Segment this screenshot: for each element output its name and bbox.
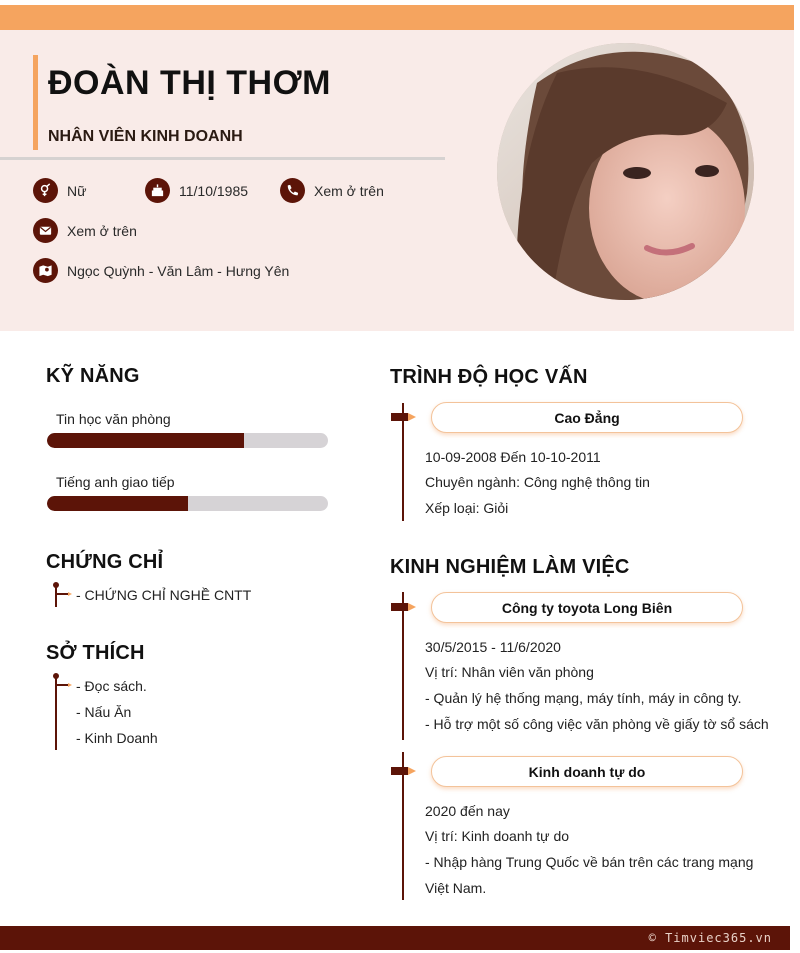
education-title: TRÌNH ĐỘ HỌC VẤN xyxy=(390,366,588,388)
experience-line: 2020 đến nay xyxy=(425,803,510,819)
skill-bar xyxy=(47,496,328,511)
candidate-role: NHÂN VIÊN KINH DOANH xyxy=(48,128,243,145)
address-text: Ngọc Quỳnh - Văn Lâm - Hưng Yên xyxy=(67,262,290,279)
experience-line: Vị trí: Nhân viên văn phòng xyxy=(425,664,594,680)
education-name: Cao Đẳng xyxy=(431,402,743,433)
timeline-tick xyxy=(56,684,68,686)
timeline-marker xyxy=(391,413,415,421)
timeline-line xyxy=(55,585,57,607)
timeline-tick xyxy=(56,593,68,595)
footer-bar xyxy=(0,926,790,950)
experience-line: - Hỗ trợ một số công việc văn phòng về giấy tờ sổ sách xyxy=(425,716,769,732)
education-line: 10-09-2008 Đến 10-10-2011 xyxy=(425,449,601,465)
gender-icon xyxy=(33,178,58,203)
header-divider xyxy=(0,157,445,160)
skill-label: Tiếng anh giao tiếp xyxy=(56,474,175,490)
hobby-item: - Nấu Ăn xyxy=(76,704,132,720)
timeline-marker xyxy=(391,767,415,775)
profile-photo xyxy=(497,43,754,300)
birthday-cake-icon xyxy=(145,178,170,203)
experience-company: Công ty toyota Long Biên xyxy=(431,592,743,623)
email-icon xyxy=(33,218,58,243)
info-birthday xyxy=(145,178,248,203)
hobby-item: - Kinh Doanh xyxy=(76,730,158,746)
certificate-item: - CHỨNG CHỈ NGHỀ CNTT xyxy=(76,587,252,603)
map-pin-icon xyxy=(33,258,58,283)
info-email xyxy=(33,218,137,243)
experience-line: 30/5/2015 - 11/6/2020 xyxy=(425,639,561,655)
phone-icon xyxy=(280,178,305,203)
footer-watermark: © Timviec365.vn xyxy=(648,931,772,945)
experience-line: - Quản lý hệ thống mạng, máy tính, máy in công ty. xyxy=(425,690,742,706)
experience-line: Việt Nam. xyxy=(425,880,487,896)
skill-label: Tin học văn phòng xyxy=(56,411,171,427)
skill-bar-fill xyxy=(47,496,188,511)
timeline-line xyxy=(402,592,404,740)
phone-text: Xem ở trên xyxy=(314,182,384,199)
education-line: Chuyên ngành: Công nghệ thông tin xyxy=(425,474,650,490)
skills-title: KỸ NĂNG xyxy=(46,365,140,387)
hobbies-title: SỞ THÍCH xyxy=(46,642,145,664)
info-phone xyxy=(280,178,384,203)
timeline-line xyxy=(55,676,57,750)
gender-text: Nữ xyxy=(67,182,87,199)
experience-title: KINH NGHIỆM LÀM VIỆC xyxy=(390,556,630,578)
experience-company: Kinh doanh tự do xyxy=(431,756,743,787)
hobby-item: - Đọc sách. xyxy=(76,678,147,694)
email-text: Xem ở trên xyxy=(67,222,137,239)
experience-line: - Nhập hàng Trung Quốc về bán trên các trang mạng xyxy=(425,854,754,870)
experience-line: Vị trí: Kinh doanh tự do xyxy=(425,828,570,844)
top-accent-bar xyxy=(0,5,794,30)
info-address xyxy=(33,258,289,283)
skill-bar xyxy=(47,433,328,448)
timeline-marker xyxy=(391,603,415,611)
name-accent-bar xyxy=(33,55,38,150)
info-gender xyxy=(33,178,86,203)
birthday-text: 11/10/1985 xyxy=(179,182,249,199)
candidate-name: ĐOÀN THỊ THƠM xyxy=(48,64,331,102)
education-line: Xếp loại: Giỏi xyxy=(425,500,509,516)
skill-bar-fill xyxy=(47,433,244,448)
certificates-title: CHỨNG CHỈ xyxy=(46,551,164,573)
